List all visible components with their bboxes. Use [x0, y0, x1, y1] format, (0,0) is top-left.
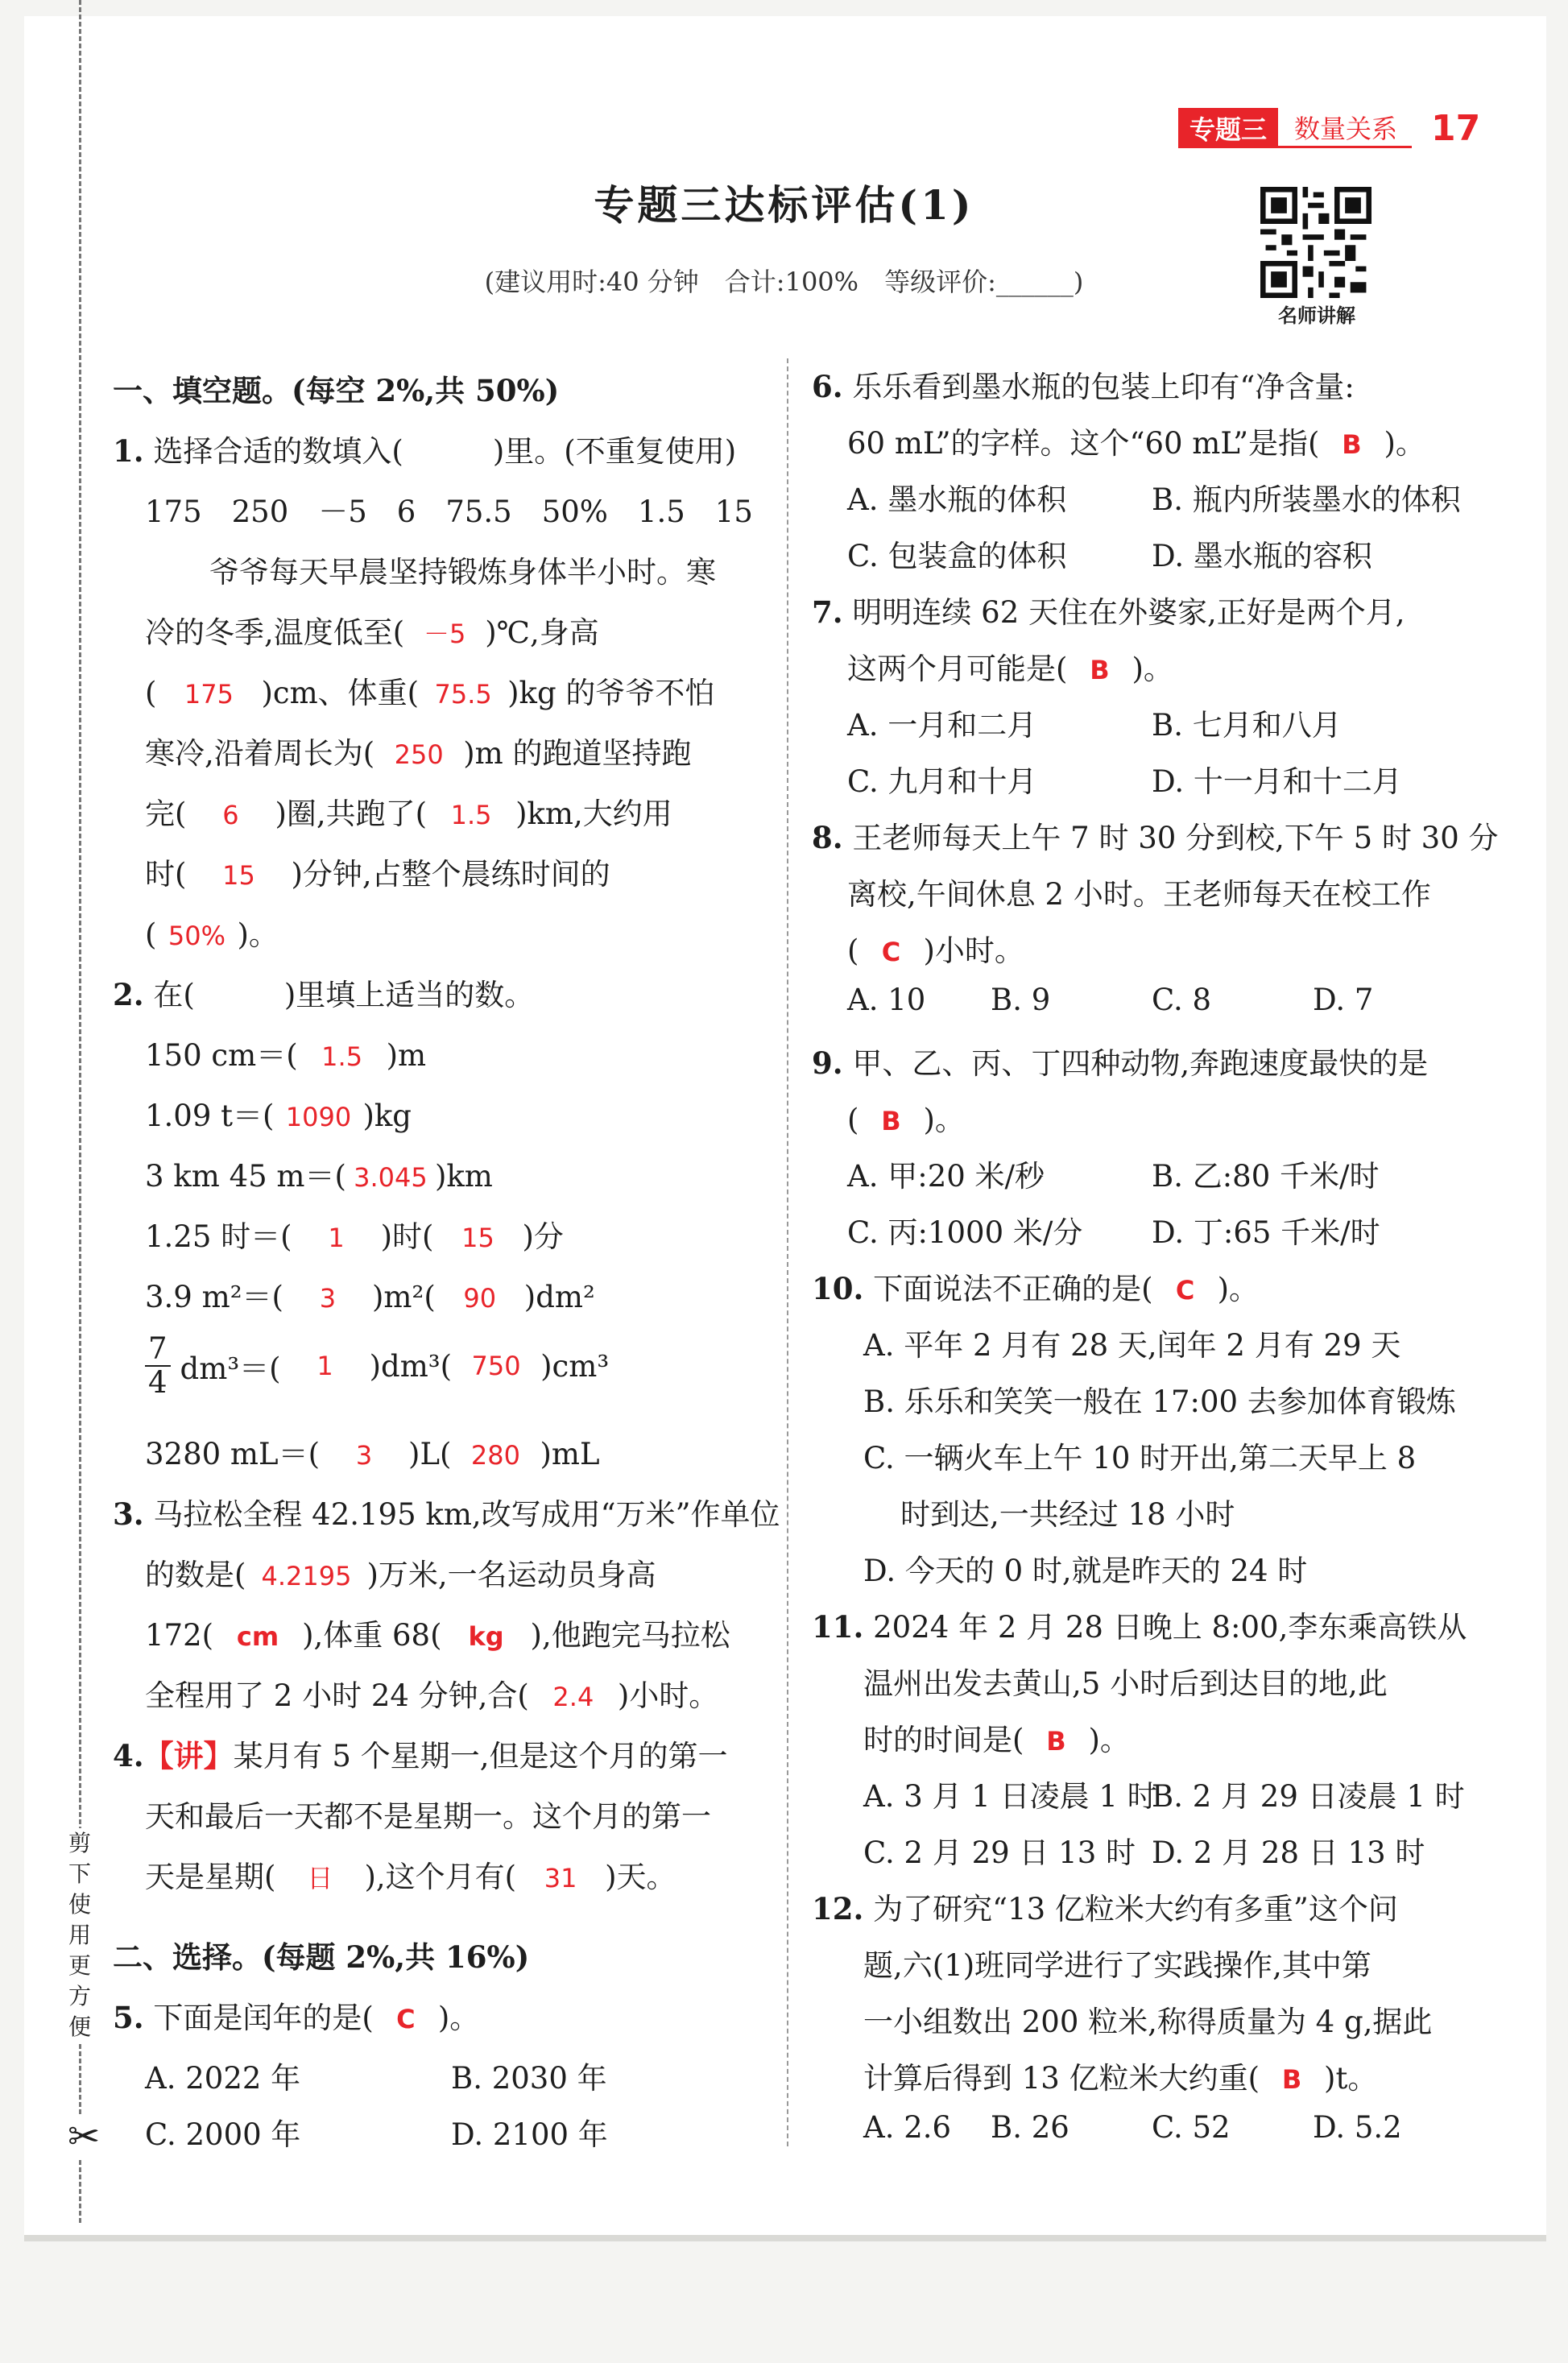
- q8-l1: 王老师每天上午 7 时 30 分到校,下午 5 时 30 分: [852, 821, 1499, 855]
- q7-line-1: [812, 588, 1405, 631]
- q4-answer-1: 日: [307, 1863, 333, 1893]
- q1-l4-text-b: )m 的跑道坚持跑: [463, 736, 692, 771]
- q6-l2-a: 60 mL”的字样。这个“60 mL”是指(: [847, 426, 1320, 461]
- q10-l1-a: 下面说法不正确的是(: [873, 1272, 1153, 1306]
- q2-r2-a: 1.09 t＝(: [145, 1099, 275, 1133]
- q12-line-2: 题,六(1)班同学进行了实践操作,其中第: [863, 1948, 1371, 1983]
- q1-text: 选择合适的数填入( )里。(不重复使用): [153, 434, 737, 469]
- q1-line-4: [145, 729, 691, 772]
- q2-row-7: [145, 1430, 600, 1473]
- q7-number: 7.: [812, 594, 843, 630]
- q10-number: 10.: [812, 1271, 864, 1306]
- page-subtitle: (建议用时:40 分钟 合计:100% 等级评价:______): [484, 267, 1084, 297]
- q9-option-d: D. 丁:65 千米/时: [1152, 1215, 1380, 1250]
- column-divider: [787, 358, 788, 2146]
- section-1-title: 一、填空题。(每空 2%,共 50%): [113, 373, 560, 408]
- section-2-title: 二、选择。(每题 2%,共 16%): [113, 1939, 530, 1975]
- page-header: [1178, 109, 1480, 147]
- q3-l2-b: )万米,一名运动员身高: [366, 1558, 656, 1592]
- q5-option-c: C. 2000 年: [145, 2117, 301, 2152]
- q12-answer: B: [1281, 2064, 1302, 2095]
- q2-r6-answer-2: 750: [471, 1351, 521, 1381]
- q11-l1: 2024 年 2 月 28 日晚上 8:00,李东乘高铁从: [873, 1610, 1467, 1645]
- q1-line-1: 爷爷每天早晨坚持锻炼身体半小时。寒: [209, 555, 716, 590]
- q2-r7-c: )mL: [540, 1437, 600, 1471]
- q5-number: 5.: [113, 2000, 144, 2035]
- q3-l1-text: 马拉松全程 42.195 km,改写成用“万米”作单位: [153, 1497, 780, 1532]
- fraction-denominator: 4: [148, 1365, 168, 1400]
- q4-l3-c: )天。: [605, 1860, 676, 1894]
- fraction-numerator: 7: [145, 1333, 171, 1367]
- q1-l3-text-b: )cm、体重(: [261, 676, 420, 710]
- q1-answer-4: 250: [394, 739, 444, 770]
- q2-r3-b: )km: [434, 1159, 493, 1194]
- q4-answer-2: 31: [544, 1863, 577, 1893]
- q11-l3-a: 时的时间是(: [863, 1723, 1024, 1757]
- topic-subtitle: 数量关系: [1278, 109, 1412, 148]
- q7-option-b: B. 七月和八月: [1152, 708, 1342, 743]
- q2-r7-b: )L(: [408, 1437, 452, 1471]
- q1-l6-text-b: )分钟,占整个晨练时间的: [291, 857, 610, 892]
- q9-line-2: [847, 1095, 965, 1139]
- lecture-tag[interactable]: 【讲】: [143, 1738, 234, 1773]
- q1-l7-text-a: (: [145, 917, 157, 952]
- q11-option-c: C. 2 月 29 日 13 时: [863, 1835, 1136, 1870]
- q10-option-a: A. 平年 2 月有 28 天,闰年 2 月有 29 天: [863, 1328, 1401, 1363]
- page-title: 专题三达标评估(1): [594, 181, 974, 229]
- q8-option-c: C. 8: [1152, 983, 1212, 1017]
- q4-l3-b: ),这个月有(: [364, 1860, 517, 1894]
- q6-option-d: D. 墨水瓶的容积: [1152, 539, 1372, 573]
- q7-l2-b: )。: [1132, 652, 1173, 686]
- q8-option-d: D. 7: [1313, 983, 1374, 1017]
- q3-l4-b: )小时。: [617, 1678, 719, 1713]
- q10-line-1: [812, 1264, 1259, 1308]
- q1-l6-text-a: 时(: [145, 857, 187, 892]
- q10-answer: C: [1175, 1275, 1195, 1306]
- q3-number: 3.: [113, 1496, 144, 1532]
- q1-l5-text-c: )km,大约用: [515, 797, 672, 831]
- q1-answer-6: 1.5: [450, 800, 492, 830]
- q1-line-5: [145, 789, 672, 833]
- q12-number: 12.: [812, 1891, 864, 1926]
- q12-line-1: [812, 1885, 1398, 1928]
- q2-r6-c: )cm³: [540, 1348, 610, 1384]
- q2-r4-answer-2: 15: [461, 1223, 494, 1253]
- page-number: 17: [1431, 107, 1481, 149]
- q2-r3-a: 3 km 45 m＝(: [145, 1159, 346, 1194]
- q12-l1: 为了研究“13 亿粒米大约有多重”这个问: [873, 1892, 1398, 1926]
- page-footer-band: [24, 2235, 1546, 2241]
- q2-row-3: [145, 1152, 493, 1195]
- q8-answer: C: [881, 937, 901, 967]
- q12-line-3: 一小组数出 200 粒米,称得质量为 4 g,据此: [863, 2005, 1433, 2039]
- q11-line-3: [863, 1715, 1130, 1759]
- q3-answer-1: 4.2195: [261, 1561, 352, 1591]
- q5-prompt: [113, 1993, 479, 2037]
- q1-line-2: [145, 608, 599, 652]
- q6-l1: 乐乐看到墨水瓶的包装上印有“净含量:: [852, 370, 1355, 404]
- q6-number: 6.: [812, 369, 843, 404]
- q9-line-1: [812, 1039, 1428, 1082]
- q8-number: 8.: [812, 820, 843, 855]
- q2-r3-answer: 3.045: [354, 1162, 428, 1193]
- q9-l1: 甲、乙、丙、丁四种动物,奔跑速度最快的是: [852, 1046, 1429, 1081]
- q12-option-b: B. 26: [991, 2110, 1069, 2145]
- q10-option-c-2: 时到达,一共经过 18 小时: [900, 1497, 1235, 1532]
- q5-option-b: B. 2030 年: [451, 2061, 607, 2096]
- q9-number: 9.: [812, 1045, 843, 1081]
- q3-line-3: [145, 1611, 730, 1654]
- q1-answer-2: 175: [184, 679, 234, 710]
- q7-l1: 明明连续 62 天住在外婆家,正好是两个月,: [852, 595, 1405, 630]
- q6-option-a: A. 墨水瓶的体积: [847, 482, 1067, 517]
- q6-line-2: [847, 419, 1425, 462]
- q11-option-a: A. 3 月 1 日凌晨 1 时: [863, 1779, 1157, 1814]
- q1-l5-text-a: 完(: [145, 797, 187, 831]
- q3-answer-2: cm: [236, 1621, 279, 1652]
- q8-l3-a: (: [847, 933, 859, 968]
- q2-r7-a: 3280 mL＝(: [145, 1437, 321, 1471]
- q7-option-d: D. 十一月和十二月: [1152, 764, 1402, 799]
- q6-line-1: [812, 362, 1355, 406]
- q3-l3-c: ),他跑完马拉松: [530, 1618, 730, 1653]
- q6-answer: B: [1342, 429, 1362, 460]
- q7-option-c: C. 九月和十月: [847, 764, 1037, 799]
- q11-number: 11.: [812, 1609, 864, 1645]
- q2-r5-answer-1: 3: [319, 1283, 337, 1314]
- q10-option-b: B. 乐乐和笑笑一般在 17:00 去参加体育锻炼: [863, 1384, 1456, 1419]
- q1-answer-7: 15: [222, 860, 255, 891]
- q2-r5-answer-2: 90: [463, 1283, 497, 1314]
- q8-l3-b: )小时。: [923, 933, 1024, 968]
- q10-option-c-1: C. 一辆火车上午 10 时开出,第二天早上 8: [863, 1441, 1417, 1475]
- q11-line-2: 温州出发去黄山,5 小时后到达目的地,此: [863, 1666, 1388, 1701]
- q1-line-6: [145, 850, 610, 893]
- q11-line-1: [812, 1603, 1467, 1646]
- q5-answer: C: [396, 2004, 416, 2034]
- q2-fraction: [145, 1333, 171, 1399]
- q4-l3-a: 天是星期(: [145, 1860, 276, 1894]
- q3-l4-a: 全程用了 2 小时 24 分钟,合(: [145, 1678, 529, 1713]
- q1-l4-text-a: 寒冷,沿着周长为(: [145, 736, 375, 771]
- q12-l4-b: )t。: [1324, 2061, 1378, 2096]
- q12-option-d: D. 5.2: [1313, 2110, 1402, 2145]
- q9-option-c: C. 丙:1000 米/分: [847, 1215, 1083, 1250]
- q2-r2-answer: 1090: [285, 1102, 352, 1132]
- q5-option-a: A. 2022 年: [145, 2061, 301, 2096]
- q9-option-a: A. 甲:20 米/秒: [847, 1159, 1045, 1194]
- q2-r5-a: 3.9 m²＝(: [145, 1280, 283, 1314]
- q1-answer-5: 6: [222, 800, 239, 830]
- q2-r6-b: )dm³(: [369, 1348, 453, 1384]
- q8-line-1: [812, 813, 1499, 857]
- q1-number: 1.: [113, 433, 144, 469]
- q9-answer: B: [881, 1106, 901, 1136]
- q4-l1-text: 某月有 5 个星期一,但是这个月的第一: [233, 1739, 728, 1773]
- q2-r7-answer-2: 280: [470, 1440, 520, 1471]
- q2-r5-c: )dm²: [523, 1280, 595, 1314]
- q2-r4-b: )时(: [380, 1219, 434, 1254]
- q2-r5-b: )m²(: [371, 1280, 436, 1314]
- q2-r1-b: )m: [386, 1038, 427, 1073]
- q7-l2-a: 这两个月可能是(: [847, 652, 1068, 686]
- cut-label: 剪下使用更方便: [68, 1828, 92, 2042]
- q11-answer: B: [1046, 1726, 1066, 1757]
- q1-l2-text-a: 冷的冬季,温度低至(: [145, 615, 405, 650]
- q2-r4-c: )分: [522, 1219, 564, 1254]
- q11-option-b: B. 2 月 29 日凌晨 1 时: [1152, 1779, 1465, 1814]
- q2-row-5: [145, 1273, 595, 1316]
- q12-option-c: C. 52: [1152, 2110, 1231, 2145]
- q2-r4-a: 1.25 时＝(: [145, 1219, 292, 1254]
- q4-line-1: [113, 1732, 727, 1775]
- q1-number-list: 175 250 －5 6 75.5 50% 1.5 15: [145, 495, 753, 529]
- q2-prompt: [113, 970, 534, 1014]
- topic-tag: 专题三: [1178, 108, 1278, 148]
- q2-r1-a: 150 cm＝(: [145, 1038, 298, 1073]
- q8-line-2: 离校,午间休息 2 小时。王老师每天在校工作: [847, 877, 1431, 912]
- q1-answer-8: 50%: [168, 921, 225, 951]
- q11-l3-b: )。: [1088, 1723, 1130, 1757]
- q1-line-7: [145, 910, 279, 954]
- q10-option-d: D. 今天的 0 时,就是昨天的 24 时: [863, 1554, 1308, 1588]
- q1-line-3: [145, 668, 714, 712]
- q3-l3-b: ),体重 68(: [302, 1618, 442, 1653]
- q2-r6-a: dm³＝(: [180, 1351, 281, 1386]
- q8-line-3: [847, 926, 1024, 970]
- q2-number: 2.: [113, 977, 144, 1012]
- qr-code-icon[interactable]: [1260, 187, 1371, 298]
- q3-answer-3: kg: [468, 1621, 504, 1652]
- q2-r7-answer-1: 3: [355, 1440, 373, 1471]
- q2-row-1: [145, 1031, 426, 1074]
- q1-answer-3: 75.5: [434, 679, 492, 710]
- q1-l3-text-a: (: [145, 676, 157, 710]
- q2-text: 在( )里填上适当的数。: [153, 978, 535, 1012]
- q7-option-a: A. 一月和二月: [847, 708, 1037, 743]
- q4-line-3: [145, 1852, 676, 1896]
- q5-tail: )。: [437, 2001, 480, 2035]
- q8-option-b: B. 9: [991, 983, 1051, 1017]
- q1-prompt: [113, 427, 736, 470]
- q3-line-2: [145, 1550, 656, 1594]
- q12-line-4: [863, 2054, 1377, 2097]
- q10-l1-b: )。: [1217, 1272, 1260, 1306]
- q6-option-c: C. 包装盒的体积: [847, 539, 1067, 573]
- q2-row-2: [145, 1091, 412, 1135]
- q9-l2-b: )。: [923, 1103, 965, 1137]
- q2-r2-b: )kg: [362, 1099, 412, 1133]
- q4-line-2: 天和最后一天都不是星期一。这个月的第一: [145, 1799, 711, 1834]
- q1-l2-text-b: )℃,身高: [485, 615, 599, 650]
- q4-number: 4.: [113, 1738, 144, 1773]
- q12-l4-a: 计算后得到 13 亿粒米大约重(: [863, 2061, 1260, 2096]
- q6-l2-b: )。: [1384, 426, 1425, 461]
- q1-l5-text-b: )圈,共跑了(: [275, 797, 428, 831]
- q7-line-2: [847, 644, 1173, 688]
- q3-line-1: [113, 1490, 780, 1533]
- q1-l7-text-b: )。: [237, 917, 279, 952]
- q2-row-6: [145, 1333, 609, 1399]
- q3-l2-a: 的数是(: [145, 1558, 246, 1592]
- q9-option-b: B. 乙:80 千米/时: [1152, 1159, 1380, 1194]
- q5-option-d: D. 2100 年: [451, 2117, 608, 2152]
- scissors-icon: ✂: [68, 2114, 101, 2159]
- q2-r6-answer-1: 1: [316, 1351, 333, 1381]
- q5-text: 下面是闰年的是(: [153, 2001, 374, 2035]
- q6-option-b: B. 瓶内所装墨水的体积: [1152, 482, 1461, 517]
- q2-row-4: [145, 1212, 564, 1256]
- q12-option-a: A. 2.6: [863, 2110, 952, 2145]
- q8-option-a: A. 10: [847, 983, 926, 1017]
- q11-option-d: D. 2 月 28 日 13 时: [1152, 1835, 1425, 1870]
- q3-line-4: [145, 1671, 718, 1715]
- q1-l3-text-c: )kg 的爷爷不怕: [507, 676, 715, 710]
- q3-l3-a: 172(: [145, 1618, 214, 1653]
- q1-answer-1: －5: [424, 619, 466, 649]
- q9-l2-a: (: [847, 1103, 859, 1137]
- qr-label: 名师讲解: [1278, 304, 1355, 327]
- q2-r4-answer-1: 1: [328, 1223, 345, 1253]
- q2-r1-answer: 1.5: [321, 1041, 363, 1072]
- q7-answer: B: [1090, 655, 1110, 685]
- q3-answer-4: 2.4: [552, 1682, 594, 1712]
